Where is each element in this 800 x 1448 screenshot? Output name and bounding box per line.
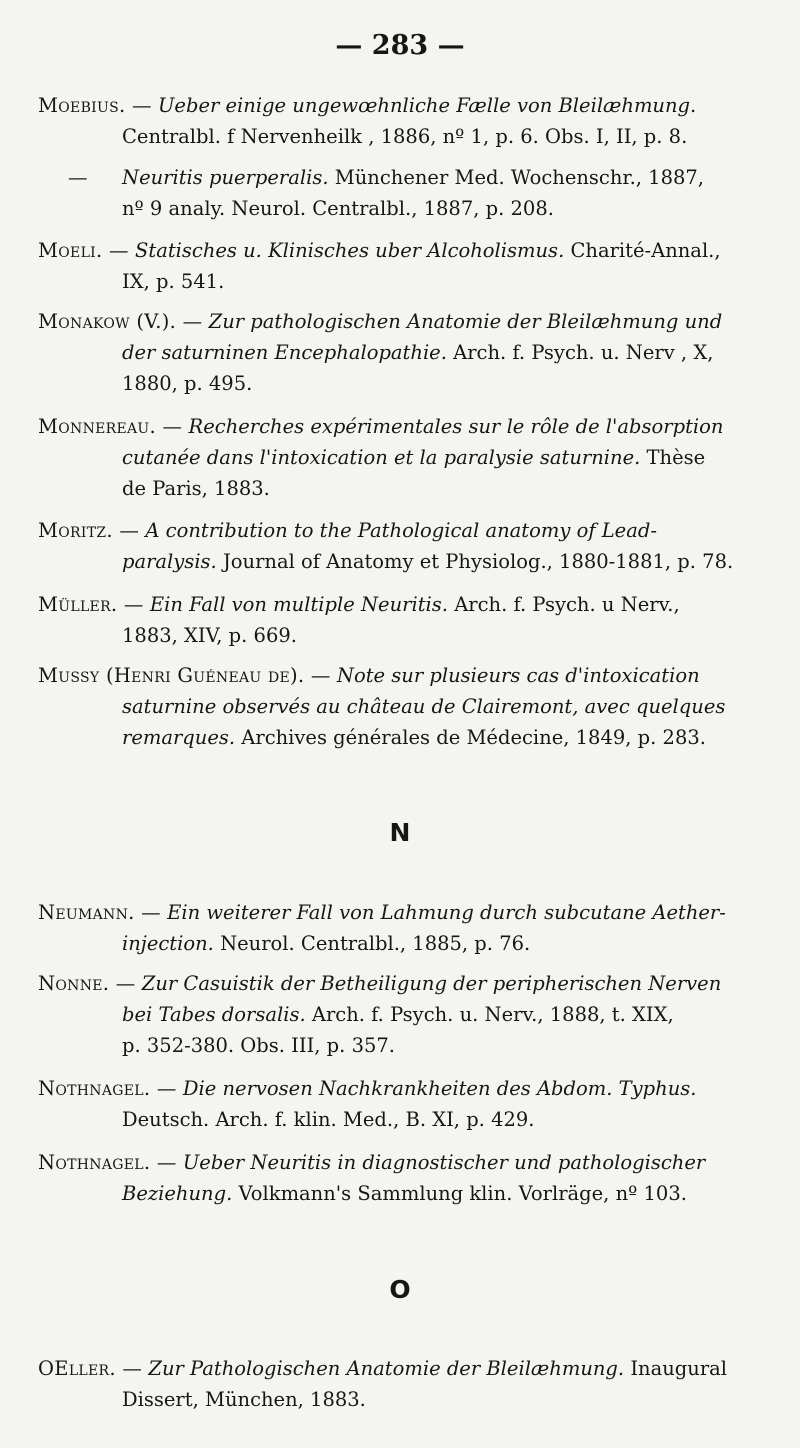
entry-title-cont: cutanée dans l'intoxication et la paralysie saturnine.: [122, 446, 641, 469]
section-heading-n: N: [389, 818, 411, 847]
entry-author: Mussy (Henri Guéneau de). —: [38, 664, 331, 687]
entry-line: [38, 660, 764, 691]
entry-line: [38, 722, 764, 753]
entry-author: Neumann. —: [38, 901, 161, 924]
entry-line: [38, 1178, 764, 1209]
entry-moebius: [38, 90, 764, 152]
entry-source-cont: 1880, p. 495.: [122, 372, 253, 395]
entry-author: Monnereau. —: [38, 415, 183, 438]
entry-title: Neuritis puerperalis.: [122, 166, 329, 189]
entry-nothnagel: [38, 1073, 764, 1135]
entry-line: [38, 999, 764, 1030]
entry-mussy: [38, 660, 764, 753]
entry-line: [38, 546, 764, 577]
entry-author: Moritz. —: [38, 519, 140, 542]
entry-source: Neurol. Centralbl., 1885, p. 76.: [220, 932, 531, 955]
entry-source: Volkmann's Sammlung klin. Vorlräge, nº 103.: [238, 1182, 687, 1205]
entry-title-cont: remarques.: [122, 726, 236, 749]
entry-author: Moeli. —: [38, 239, 129, 262]
entry-title: Zur pathologischen Anatomie der Bleilæhmung und: [208, 310, 723, 333]
entry-author: Nothnagel. —: [38, 1151, 177, 1174]
entry-title-cont: Beziehung.: [122, 1182, 233, 1205]
page-number: — 283 —: [335, 30, 465, 61]
entry-line: [38, 411, 764, 442]
entry-author: Moebius. —: [38, 94, 152, 117]
entry-source-cont: de Paris, 1883.: [122, 477, 270, 500]
entry-line: [38, 897, 764, 928]
entry-author: Müller. —: [38, 593, 144, 616]
entry-source: Charité-Annal.,: [570, 239, 721, 262]
entry-source: Centralbl. f Nervenheilk , 1886, nº 1, p. 6. Obs. I, II, p. 8.: [122, 125, 688, 148]
entry-title: Die nervosen Nachkrankheiten des Abdom. Typhus.: [182, 1077, 697, 1100]
entry-title: A contribution to the Pathological anatomy of Lead-: [145, 519, 657, 542]
entry-line: [38, 515, 764, 546]
section-heading-o: O: [389, 1275, 411, 1304]
entry-line: [38, 589, 764, 620]
entry-line: [38, 162, 764, 193]
entry-source-cont: p. 352-380. Obs. III, p. 357.: [122, 1034, 395, 1057]
entry-title: Note sur plusieurs cas d'intoxication: [336, 664, 700, 687]
entry-title: Ueber Neuritis in diagnostischer und pathologischer: [182, 1151, 706, 1174]
entry-line: [38, 928, 764, 959]
entry-moritz: [38, 515, 764, 577]
entry-source: Archives générales de Médecine, 1849, p. 283.: [241, 726, 706, 749]
ditto-dash: —: [68, 166, 88, 189]
entry-monnereau: [38, 411, 764, 504]
entry-author: Nonne. —: [38, 972, 136, 995]
entry-source-cont: Dissert, München, 1883.: [122, 1388, 366, 1411]
entry-title-cont: paralysis.: [122, 550, 217, 573]
entry-line: [38, 1073, 764, 1104]
entry-line: [38, 90, 764, 121]
entry-source: Arch. f. Psych. u Nerv.,: [454, 593, 680, 616]
entry-author: Nothnagel. —: [38, 1077, 177, 1100]
entry-line: [38, 235, 764, 266]
entry-title-cont: bei Tabes dorsalis.: [122, 1003, 306, 1026]
entry-line: [38, 1353, 764, 1384]
entry-moeli: [38, 235, 764, 297]
entry-source: Inaugural: [630, 1357, 727, 1380]
entry-oeller: [38, 1353, 764, 1415]
entry-line: [38, 1147, 764, 1178]
entry-author: Monakow (V.). —: [38, 310, 203, 333]
entry-source: Deutsch. Arch. f. klin. Med., B. XI, p. 429.: [122, 1108, 535, 1131]
entry-muller: [38, 589, 764, 651]
entry-title: Ein weiterer Fall von Lahmung durch subcutane Aether-: [167, 901, 726, 924]
entry-source: Journal of Anatomy et Physiolog., 1880-1881, p. 78.: [222, 550, 734, 573]
entry-title: Zur Casuistik der Betheiligung der peripherischen Nerven: [141, 972, 722, 995]
entry-source: Arch. f. Psych. u. Nerv., 1888, t. XIX,: [311, 1003, 674, 1026]
entry-moebius-2: [38, 162, 764, 224]
entry-source-cont: IX, p. 541.: [122, 270, 225, 293]
entry-title-cont: injection.: [122, 932, 214, 955]
entry-nonne: [38, 968, 764, 1061]
entry-source: Thèse: [646, 446, 706, 469]
entry-line: [38, 968, 764, 999]
entry-title: Ueber einige ungewœhnliche Fælle von Bleilæhmung: [157, 94, 691, 117]
entry-title: Ein Fall von multiple Neuritis.: [149, 593, 448, 616]
entry-source-cont: 1883, XIV, p. 669.: [122, 624, 297, 647]
entry-neumann: [38, 897, 764, 959]
entry-source: Arch. f. Psych. u. Nerv , X,: [453, 341, 714, 364]
entry-title-cont: der saturninen Encephalopathie.: [122, 341, 447, 364]
entry-monakow: [38, 306, 764, 399]
entry-line: [38, 306, 764, 337]
entry-nothnagel-2: [38, 1147, 764, 1209]
entry-source-cont: nº 9 analy. Neurol. Centralbl., 1887, p. 208.: [122, 197, 554, 220]
entry-title-cont: saturnine observés au château de Clairemont, avec quelques: [122, 695, 726, 718]
entry-line: [38, 337, 764, 368]
entry-title: Recherches expérimentales sur le rôle de l'absorption: [188, 415, 724, 438]
entry-source: Münchener Med. Wochenschr., 1887,: [334, 166, 704, 189]
entry-line: [38, 442, 764, 473]
entry-title: Zur Pathologischen Anatomie der Bleilæhmung.: [148, 1357, 625, 1380]
entry-title-end: .: [690, 94, 697, 117]
entry-title: Statisches u. Klinisches uber Alcoholismus.: [135, 239, 565, 262]
entry-author: OEller. —: [38, 1357, 143, 1380]
